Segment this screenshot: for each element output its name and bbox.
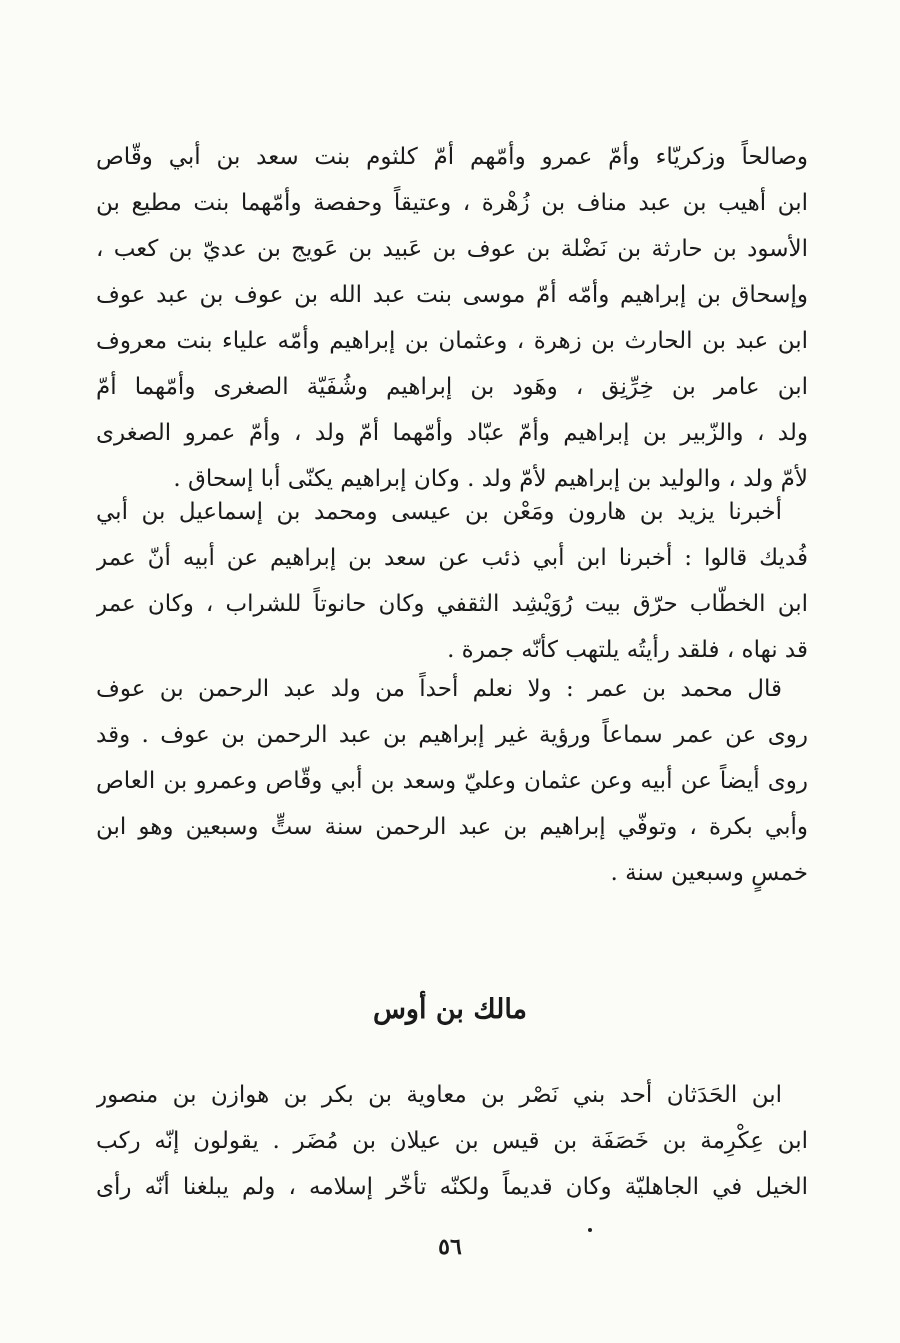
text-line: لأمّ ولد ، والوليد بن إبراهيم لأمّ ولد . وكان إبراهيم يكنّى أبا إسحاق . [173,466,808,492]
text-line: خمسٍ وسبعين سنة . [610,860,808,886]
text-line: ابن الحَدَثان أحد بني نَصْر بن معاوية بن بكر بن هوازن بن منصور [96,1082,782,1108]
text-line: ابن عِكْرِمة بن خَصَفَة بن قيس بن عيلان بن مُضَر . يقولون إنّه ركب [96,1128,808,1154]
text-line: ابن أهيب بن عبد مناف بن زُهْرة ، وعتيقاً وحفصة وأمّهما بنت مطيع بن [96,190,808,216]
section-title: مالك بن أوس [372,994,528,1025]
text-line: ابن عامر بن خِرِّنِق ، وهَود بن إبراهيم وشُفَيّة الصغرى وأمّهما أمّ [96,374,808,400]
text-line: الأسود بن حارثة بن نَضْلة بن عوف بن عَبيد بن عَويج بن عديّ بن كعب ، [96,236,808,262]
text-line: فُديك قالوا : أخبرنا ابن أبي ذئب عن سعد بن إبراهيم عن أبيه أنّ عمر [96,545,808,571]
text-line: ابن عبد بن الحارث بن زهرة ، وعثمان بن إبراهيم وأمّه علياء بنت معروف [96,328,808,354]
text-line: وأبي بكرة ، وتوفّي إبراهيم بن عبد الرحمن سنة ستٍّ وسبعين وهو ابن [96,814,808,840]
page-number: ٥٦ [438,1234,462,1260]
paragraph-lineage [96,1072,808,1210]
text-line: قد نهاه ، فلقد رأيتُه يلتهب كأنّه جمرة . [447,637,808,663]
text-line: قال محمد بن عمر : ولا نعلم أحداً من ولد عبد الرحمن بن عوف [96,676,782,702]
paragraph-narration [96,489,808,673]
paragraph-children-list [96,134,808,502]
text-line: وإسحاق بن إبراهيم وأمّه أمّ موسى بنت عبد الله بن عوف بن عبد عوف [96,282,808,308]
text-line: ابن الخطّاب حرّق بيت رُوَيْشِد الثقفي وكان حانوتاً للشراب ، وكان عمر [96,591,808,617]
text-line: أخبرنا يزيد بن هارون ومَعْن بن عيسى ومحمد بن إسماعيل بن أبي [96,499,782,525]
text-line: الخيل في الجاهليّة وكان قديماً ولكنّه تأخّر إسلامه ، ولم يبلغنا أنّه رأى [96,1174,808,1200]
text-line: ولد ، والزّبير بن إبراهيم وأمّ عبّاد وأمّهما أمّ ولد ، وأمّ عمرو الصغرى [96,420,808,446]
text-line: روى أيضاً عن أبيه وعن عثمان وعليّ وسعد بن أبي وقّاص وعمرو بن العاص [96,768,808,794]
text-line: وصالحاً وزكريّاء وأمّ عمرو وأمّهم أمّ كلثوم بنت سعد بن أبي وقّاص [96,144,808,170]
text-line: روى عن عمر سماعاً ورؤية غير إبراهيم بن عبد الرحمن بن عوف . وقد [96,722,808,748]
paragraph-biography [96,666,808,896]
